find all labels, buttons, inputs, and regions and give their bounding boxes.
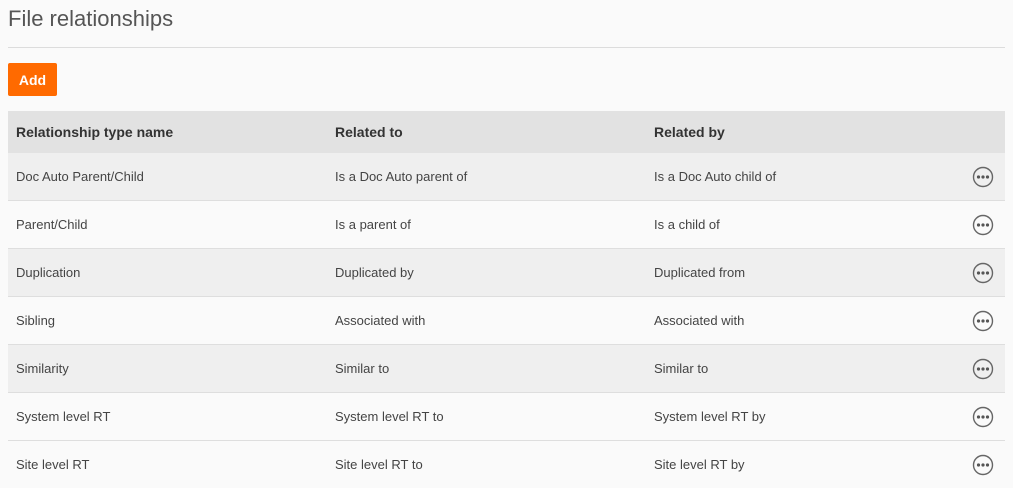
relationship-name-cell: Parent/Child — [16, 217, 88, 232]
related-to-cell: Is a parent of — [335, 217, 411, 232]
more-options-icon[interactable] — [972, 166, 994, 188]
related-by-cell: Is a child of — [654, 217, 720, 232]
related-by-cell: Site level RT by — [654, 457, 745, 472]
relationship-name-cell: Duplication — [16, 265, 81, 280]
table-row[interactable] — [8, 201, 1005, 249]
more-options-icon[interactable] — [972, 454, 994, 476]
column-header-relationship-type-name[interactable]: Relationship type name — [16, 124, 174, 140]
relationship-name-cell: Similarity — [16, 361, 69, 376]
add-button[interactable]: Add — [8, 63, 57, 96]
related-to-cell: Site level RT to — [335, 457, 423, 472]
relationship-name-cell: Doc Auto Parent/Child — [16, 169, 144, 184]
table-row[interactable] — [8, 393, 1005, 441]
relationship-name-cell: System level RT — [16, 409, 111, 424]
table-header — [8, 111, 1005, 153]
related-by-cell: Similar to — [654, 361, 709, 376]
related-by-cell: Duplicated from — [654, 265, 746, 280]
relationship-name-cell: Sibling — [16, 313, 56, 328]
related-to-cell: Associated with — [335, 313, 426, 328]
column-header-related-to[interactable]: Related to — [335, 124, 403, 140]
related-by-cell: System level RT by — [654, 409, 766, 424]
relationship-name-cell: Site level RT — [16, 457, 90, 472]
table-row[interactable] — [8, 441, 1005, 488]
table-row[interactable] — [8, 249, 1005, 297]
table-row[interactable] — [8, 345, 1005, 393]
related-to-cell: Similar to — [335, 361, 390, 376]
table-row[interactable] — [8, 297, 1005, 345]
column-header-related-by[interactable]: Related by — [654, 124, 725, 140]
more-options-icon[interactable] — [972, 358, 994, 380]
relationships-table — [8, 111, 1005, 488]
more-options-icon[interactable] — [972, 310, 994, 332]
more-options-icon[interactable] — [972, 406, 994, 428]
related-by-cell: Is a Doc Auto child of — [654, 169, 777, 184]
related-to-cell: Duplicated by — [335, 265, 414, 280]
more-options-icon[interactable] — [972, 214, 994, 236]
page-title: File relationships — [8, 6, 174, 31]
title-divider — [8, 47, 1005, 48]
related-by-cell: Associated with — [654, 313, 745, 328]
related-to-cell: System level RT to — [335, 409, 444, 424]
table-row[interactable] — [8, 153, 1005, 201]
related-to-cell: Is a Doc Auto parent of — [335, 169, 468, 184]
more-options-icon[interactable] — [972, 262, 994, 284]
